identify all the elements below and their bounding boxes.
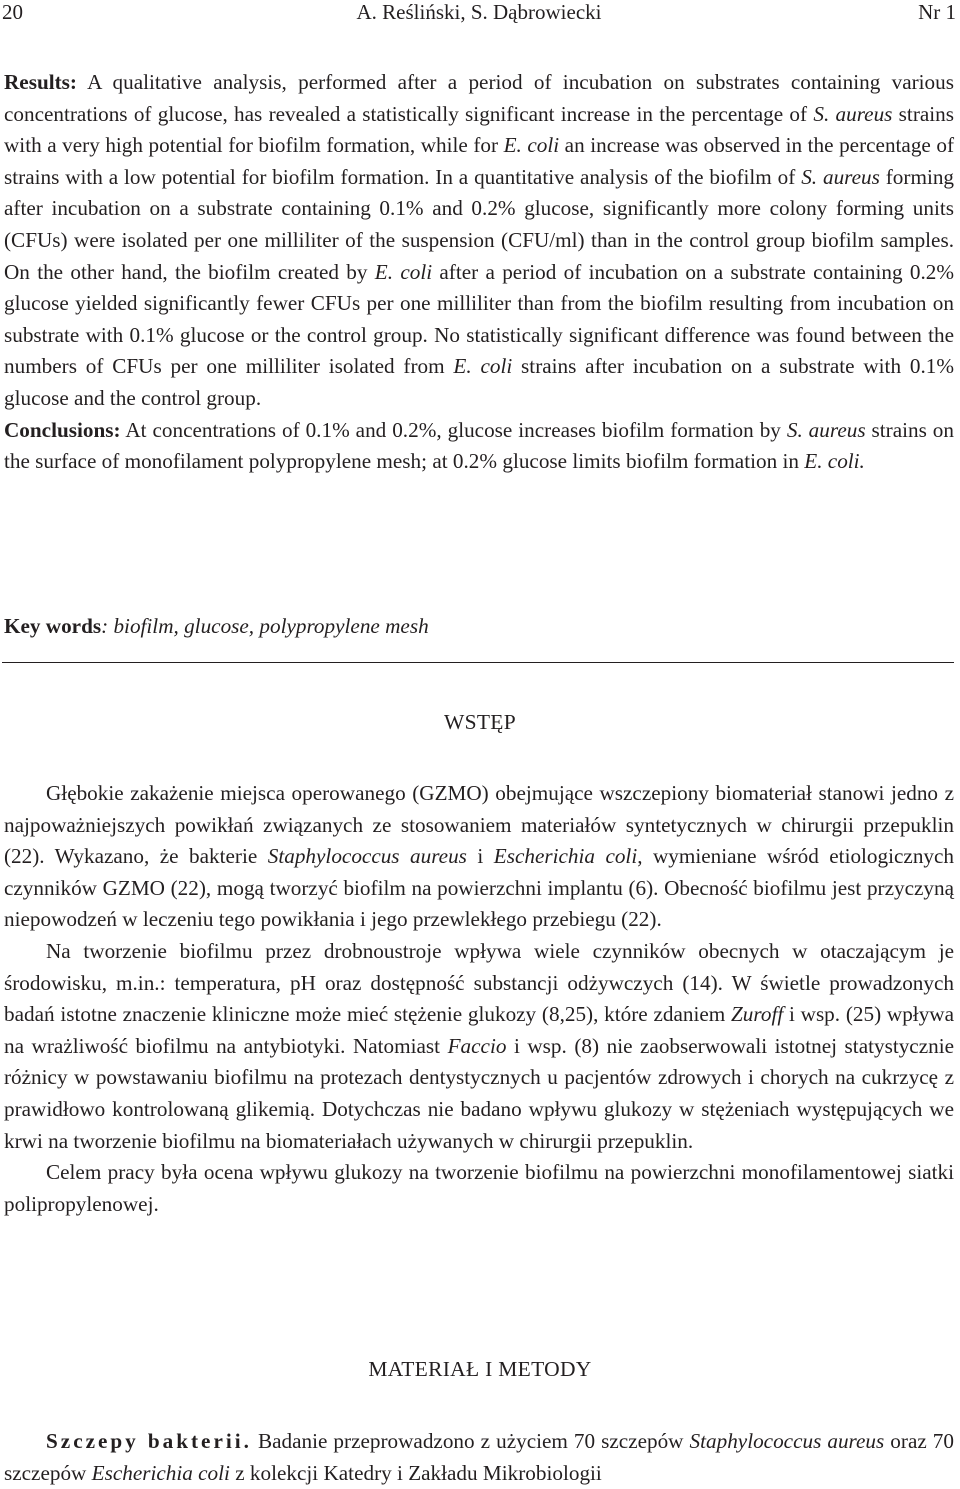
section-divider [2,662,954,663]
subsection-label: Szczepy bakterii. [46,1429,252,1453]
paragraph: Głębokie zakażenie miejsca operowanego (GZMO) obejmujące wszczepiony biomateriał stanowi jedno z najpoważniejszych powikłań związanych ze stosowaniem materiałów syntetycznych w chirurgii przepuklin (22). Wykazano, że bakterie Staphylococcus aureus i Escherichia coli, wymieniane wśród etiologicznych czynników GZMO (22), mogą tworzyć biofilm na powierzchni implantu (6). Obecność biofilmu jest przyczyną niepowodzeń w leczeniu tego powikłania i jego przewlekłego przebiegu (22). [4,781,955,932]
species-s-aureus: S. aureus [786,417,866,442]
section-heading-wstep: WSTĘP [444,710,516,734]
section-methods-body [4,1426,954,1489]
species-s-aureus: S. aureus [801,164,880,189]
running-header [2,0,956,30]
section-heading-methods: MATERIAŁ I METODY [368,1357,592,1381]
results-text: strains with a very high potential for biofilm formation, while for [4,101,955,158]
species-staphylococcus-aureus: Staphylococcus aureus [689,1429,885,1453]
species-staphylococcus-aureus: Staphylococcus aureus [267,844,467,869]
results-text: after a period of incubation on a substrate containing 0.2% glucose yielded significantly fewer CFUs per one milliliter than from the biofilm resulting from incubation on substrate with 0.1% glucose or the control group. No statistically significant difference was found between the numbers of CFUs per one milliliter isolated from [4,259,954,379]
species-escherichia-coli: Escherichia coli [493,844,638,869]
species-e-coli: E. coli [453,354,513,379]
conclusions-text: At concentrations of 0.1% and 0.2%, glucose increases biofilm formation by [120,417,787,442]
issue-number: Nr 1 [918,0,956,24]
keywords [4,611,954,643]
results-text: A qualitative analysis, performed after a period of incubation on substrates containing various concentrations of glucose, has revealed a statistically significant increase in the percentage of [4,70,954,126]
abstract-results [4,67,954,478]
conclusions-label: Conclusions: [4,417,121,442]
conclusions-text: strains on the surface of monofilament polypropylene mesh; at 0.2% glucose limits biofilm formation in [4,417,954,474]
running-header-authors: A. Reśliński, S. Dąbrowiecki [356,0,602,24]
page-number: 20 [2,0,23,24]
keywords-list: : biofilm, glucose, polypropylene mesh [101,614,429,638]
section-wstep-body [4,778,954,1220]
paragraph: Szczepy bakterii. Badanie przeprowadzono z użyciem 70 szczepów Staphylococcus aureus oraz 70 szczepów Escherichia coli z kolekcji Katedry i Zakładu Mikrobiologii [4,1429,954,1485]
results-text: an increase was observed in the percentage of strains with a low potential for biofilm formation. In a quantitative analysis of the biofilm of [4,133,955,189]
keywords-label: Key words [4,614,102,638]
results-label: Results: [4,70,77,94]
author-zuroff: Zuroff [731,1002,784,1027]
paragraph: Celem pracy była ocena wpływu glukozy na tworzenie biofilmu na powierzchni monofilamentowej siatki polipropylenowej. [4,1160,954,1216]
species-e-coli: E. coli [374,259,433,284]
author-faccio: Faccio [447,1033,507,1058]
species-e-coli: E. coli. [804,449,865,474]
results-text: forming after incubation on a substrate containing 0.1% and 0.2% glucose, significantly more colony forming units (CFUs) were isolated per one milliliter of the suspension (CFU/ml) than in the control group biofilm samples. On the other hand, the biofilm created by [4,164,955,284]
abstract-conclusions [4,415,954,478]
species-e-coli: E. coli [503,133,560,158]
species-s-aureus: S. aureus [813,101,893,126]
results-text: strains after incubation on a substrate with 0.1% glucose and the control group. [4,354,954,410]
species-escherichia-coli: Escherichia coli [91,1460,230,1485]
paragraph: Na tworzenie biofilmu przez drobnoustroje wpływa wiele czynników obecnych w otaczającym je środowisku, m.in.: temperatura, pH oraz dostępność substancji odżywczych (14). W świetle prowadzonych badań istotne znaczenie kliniczne może mieć stężenie glukozy (8,25), które zdaniem Zuroff i wsp. (25) wpływa na wrażliwość biofilmu na antybiotyki. Natomiast Faccio i wsp. (8) nie zaobserwowali istotnej statystycznie różnicy w powstawaniu biofilmu na protezach dentystycznych u pacjentów zdrowych i chorych na cukrzycę z prawidłowo kontrolowaną glikemią. Dotychczas nie badano wpływu glukozy w stężeniach występujących we krwi na tworzenie biofilmu na biomateriałach używanych w chirurgii przepuklin. [4,938,954,1153]
